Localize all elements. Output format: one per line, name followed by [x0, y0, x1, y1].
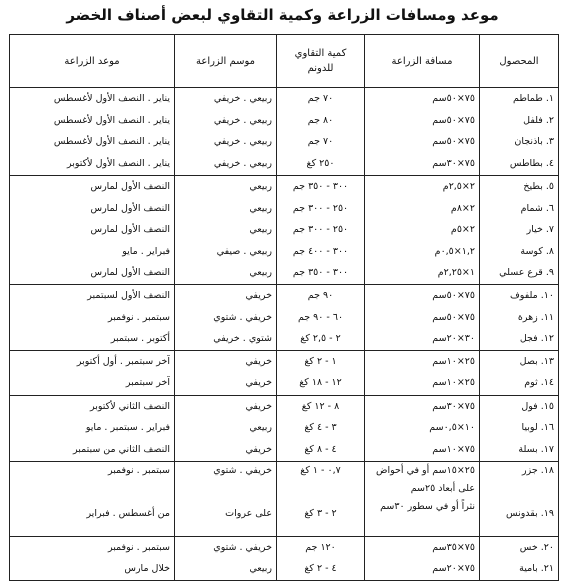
table-row — [10, 284, 559, 350]
crop-cell: ١. طماطم ٢. فلفل ٣. باذنجان ٤. بطاطس — [480, 88, 559, 176]
spacing-cell: ٢٥×١٠سم ٢٥×١٠سم — [365, 350, 480, 395]
crop-cell: ١٠. ملفوف ١١. زهرة ١٢. فجل — [480, 284, 559, 350]
crop-cell: ٥. بطيخ ٦. شمام ٧. خيار ٨. كوسة ٩. قرع عسلي — [480, 176, 559, 285]
header-seed-quantity: كمية التقاوي للدونم — [277, 35, 365, 88]
season-cell: خريفي . شتوي على عروات — [175, 461, 277, 536]
seed-quantity-cell: ١ - ٢ كغ ١٢ - ١٨ كغ — [277, 350, 365, 395]
season-cell: ربيعي . خريفي ربيعي . خريفي ربيعي . خريفي ربيعي . خريفي — [175, 88, 277, 176]
season-cell: خريفي ربيعي خريفي — [175, 395, 277, 461]
planting-date-cell: النصف الأول لمارس النصف الأول لمارس النصف الأول لمارس فبراير . مايو النصف الأول لمارس — [10, 176, 175, 285]
header-season: موسم الزراعة — [175, 35, 277, 88]
crops-table — [9, 34, 559, 581]
table-row — [10, 176, 559, 285]
spacing-cell: ٧٥×٣٠سم ١٠×٠,٥سم ٧٥×١٠سم — [365, 395, 480, 461]
spacing-cell: ٧٥×٣٥سم ٧٥×٢٠سم — [365, 536, 480, 580]
planting-date-cell: النصف الثاني لأكتوبر فبراير . سبتمبر . مايو النصف الثاني من سبتمبر — [10, 395, 175, 461]
table-row — [10, 88, 559, 176]
spacing-cell: ٧٥×٥٠سم ٧٥×٥٠سم ٧٥×٥٠سم ٧٥×٣٠سم — [365, 88, 480, 176]
season-cell: خريفي . شتوي ربيعي — [175, 536, 277, 580]
spacing-cell: ٢×٢,٥م ٢×٨م ٢×٥م ١,٢×٠,٥م ١×٢,٢٥م — [365, 176, 480, 285]
planting-date-cell: آخر سبتمبر . أول أكتوبر آخر سبتمبر — [10, 350, 175, 395]
header-row — [10, 35, 559, 88]
header-spacing: مسافة الزراعة — [365, 35, 480, 88]
seed-quantity-cell: ٩٠ جم ٦٠ - ٩٠ جم ٢ - ٢,٥ كغ — [277, 284, 365, 350]
crop-cell: ١٣. بصل ١٤. ثوم — [480, 350, 559, 395]
header-planting-date: موعد الزراعة — [10, 35, 175, 88]
planting-date-cell: سبتمبر . نوفمبر من أغسطس . فبراير — [10, 461, 175, 536]
seed-quantity-cell: ٨ - ١٢ كغ ٣ - ٤ كغ ٤ - ٨ كغ — [277, 395, 365, 461]
header-crop: المحصول — [480, 35, 559, 88]
season-cell: خريفي خريفي . شتوي شتوي . خريفي — [175, 284, 277, 350]
spacing-cell: ٧٥×٥٠سم ٧٥×٥٠سم ٣٠×٢٠سم — [365, 284, 480, 350]
planting-date-cell: سبتمبر . نوفمبر خلال مارس — [10, 536, 175, 580]
seed-quantity-cell: ٧٠ جم ٨٠ جم ٧٠ جم ٢٥٠ كغ — [277, 88, 365, 176]
seed-quantity-cell: ٣٠٠ - ٣٥٠ جم ٢٥٠ - ٣٠٠ جم ٢٥٠ - ٣٠٠ جم ٣٠٠ - ٤٠٠ جم ٣٠٠ - ٣٥٠ جم — [277, 176, 365, 285]
page-title: موعد ومسافات الزراعة وكمية التقاوي لبعض أصناف الخضر — [66, 6, 499, 24]
planting-date-cell: النصف الأول لسبتمبر سبتمبر . نوفمبر أكتوبر . سبتمبر — [10, 284, 175, 350]
seed-quantity-cell: ١٢٠ جم ٤ - ٢ كغ — [277, 536, 365, 580]
season-cell: خريفي خريفي — [175, 350, 277, 395]
seed-quantity-cell: ٠,٧ - ١ كغ ٢ - ٣ كغ — [277, 461, 365, 536]
table-row — [10, 350, 559, 395]
crop-cell: ١٨. جزر ١٩. بقدونس — [480, 461, 559, 536]
crops-table-wrapper — [9, 34, 558, 574]
table-row — [10, 536, 559, 580]
season-cell: ربيعي ربيعي ربيعي ربيعي . صيفي ربيعي — [175, 176, 277, 285]
spacing-cell: ٢٥×١٥سم أو في أحواض على أبعاد ٢٥سم نثراً أو في سطور ٣٠سم — [365, 461, 480, 536]
planting-date-cell: يناير . النصف الأول لأغسطس يناير . النصف الأول لأغسطس يناير . النصف الأول لأغسطس يناير . النصف الأول لأكتوبر — [10, 88, 175, 176]
table-row — [10, 461, 559, 536]
crop-cell: ١٥. فول ١٦. لوبيا ١٧. بسلة — [480, 395, 559, 461]
table-row — [10, 395, 559, 461]
crop-cell: ٢٠. خس ٢١. بامية — [480, 536, 559, 580]
